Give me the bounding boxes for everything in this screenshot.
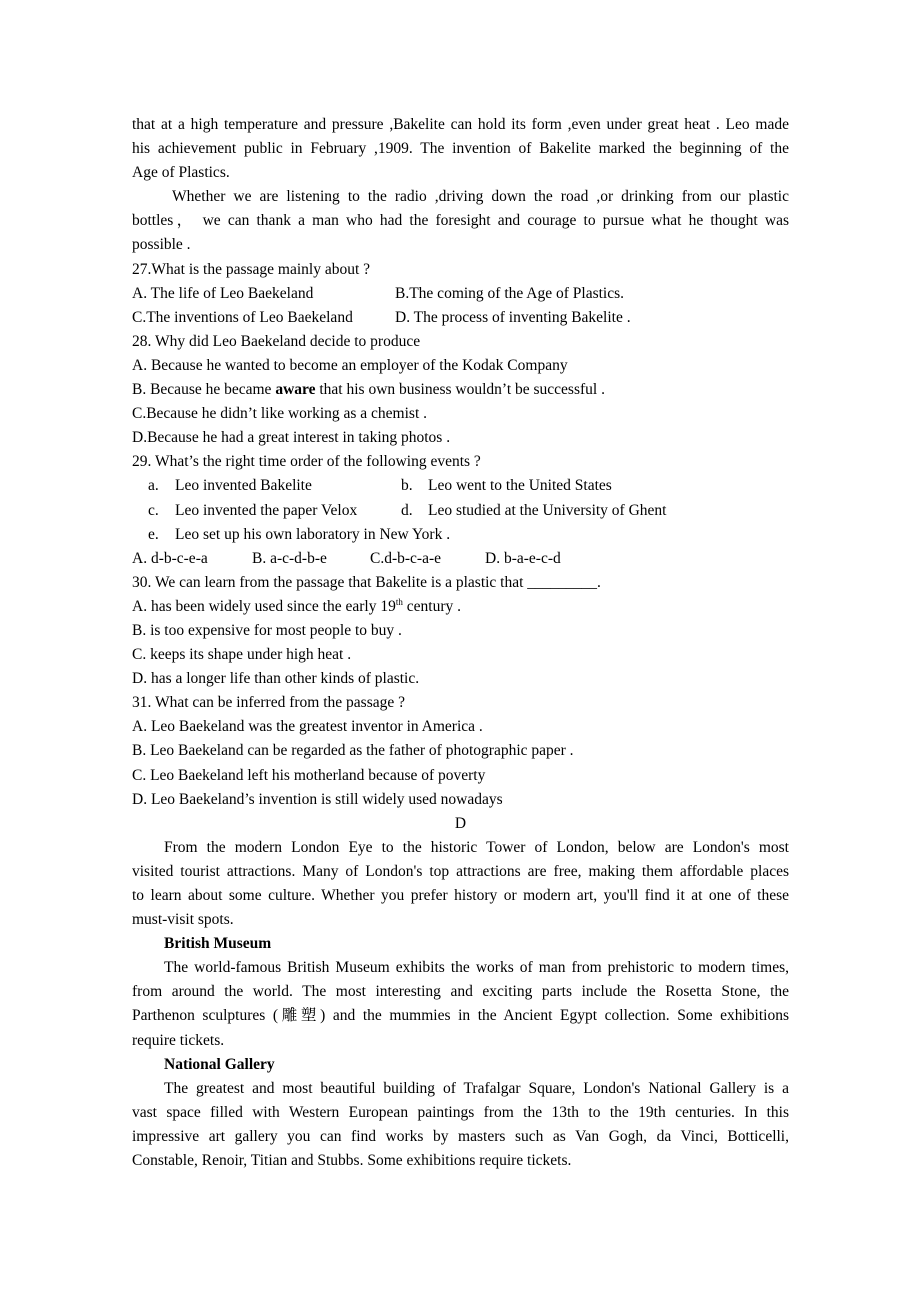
question-29-stem: 29. What’s the right time order of the following events ? bbox=[132, 453, 481, 471]
question-28-stem: 28. Why did Leo Baekeland decide to produce bbox=[132, 332, 421, 350]
question-27-options-row bbox=[132, 282, 789, 306]
question-31-stem: 31. What can be inferred from the passage ? bbox=[132, 694, 405, 712]
question-29-options-row bbox=[132, 547, 789, 571]
q30-option-a-prefix: A. has been widely used since the early 19 bbox=[132, 597, 396, 615]
passage-text-line: Whether we are listening to the radio ,driving down the road ,or drinking from our plastic bbox=[172, 188, 789, 206]
passage-text-line: bottles， we can thank a man who had the foresight and courage to pursue what he thought was bbox=[132, 212, 789, 230]
british-museum-title bbox=[132, 932, 789, 956]
national-gallery-title bbox=[132, 1053, 789, 1077]
event-text: Leo set up his own laboratory in New York . bbox=[175, 525, 451, 543]
event-text: Leo invented Bakelite bbox=[175, 477, 312, 495]
gallery-text-line: impressive art gallery you can find works by masters such as Van Gogh, da Vinci, Botticelli, bbox=[132, 1127, 789, 1145]
passage-text-line: his achievement public in February ,1909. The invention of Bakelite marked the beginning of the bbox=[132, 140, 789, 158]
q29-option-b: B. a-c-d-b-e bbox=[252, 549, 327, 567]
section-d-text-line: From the modern London Eye to the historic Tower of London, below are London's most bbox=[164, 838, 789, 856]
q28-option-d: D.Because he had a great interest in taking photos . bbox=[132, 429, 451, 447]
national-gallery-title-text: National Gallery bbox=[164, 1055, 275, 1073]
event-text: Leo studied at the University of Ghent bbox=[428, 501, 667, 519]
museum-text-line: from around the world. The most interesting and exciting parts include the Rosetta Stone, the bbox=[132, 983, 789, 1001]
q28-option-c: C.Because he didn’t like working as a chemist . bbox=[132, 405, 428, 423]
q31-option-b: B. Leo Baekeland can be regarded as the father of photographic paper . bbox=[132, 742, 574, 760]
q31-option-d: D. Leo Baekeland’s invention is still widely used nowadays bbox=[132, 790, 503, 808]
document-body bbox=[132, 113, 789, 1173]
section-d-text-line: to learn about some culture. Whether you prefer history or modern art, you'll find it at one of these bbox=[132, 887, 789, 904]
q30-option-c: C. keeps its shape under high heat . bbox=[132, 646, 352, 664]
q31-option-a: A. Leo Baekeland was the greatest inventor in America . bbox=[132, 718, 483, 736]
q30-option-a-suffix: century . bbox=[406, 597, 461, 615]
british-museum-title-text: British Museum bbox=[164, 935, 272, 953]
section-d-text-line: visited tourist attractions. Many of London's top attractions are free, making them affordable places bbox=[132, 862, 789, 880]
event-letter: b. bbox=[401, 477, 413, 495]
passage-text-line: that at a high temperature and pressure ,Bakelite can hold its form ,even under great heat . Leo made bbox=[132, 116, 789, 133]
q28-option-a: A. Because he wanted to become an employer of the Kodak Company bbox=[132, 356, 568, 374]
question-30-stem: 30. We can learn from the passage that Bakelite is a plastic that _________. bbox=[132, 573, 601, 591]
q28-option-b-suffix: that his own business wouldn’t be successful . bbox=[319, 381, 605, 399]
q27-option-b: B.The coming of the Age of Plastics. bbox=[395, 284, 625, 302]
q28-bold-word: aware bbox=[275, 381, 316, 399]
gallery-text-line: vast space filled with Western European paintings from the 13th to the 19th centuries. In this bbox=[132, 1103, 789, 1121]
q29-events-row bbox=[132, 474, 789, 498]
section-d-text-line: must-visit spots. bbox=[132, 911, 234, 929]
q29-events-row bbox=[132, 499, 789, 523]
q31-option-c: C. Leo Baekeland left his motherland because of poverty bbox=[132, 766, 486, 784]
q29-option-d: D. b-a-e-c-d bbox=[485, 549, 561, 567]
event-letter: d. bbox=[401, 501, 413, 519]
museum-text-line: require tickets. bbox=[132, 1031, 225, 1049]
event-letter: e. bbox=[148, 525, 159, 543]
museum-text-line: Parthenon sculptures (雕塑) and the mummies in the Ancient Egypt collection. Some exhibitions bbox=[132, 1007, 789, 1025]
passage-text-line: Age of Plastics. bbox=[132, 164, 230, 182]
passage-text-line: possible . bbox=[132, 236, 191, 254]
question-27-options-row bbox=[132, 306, 789, 330]
gallery-text-line: The greatest and most beautiful building of Trafalgar Square, London's National Gallery is a bbox=[164, 1079, 789, 1097]
q29-option-a: A. d-b-c-e-a bbox=[132, 549, 208, 567]
event-text: Leo invented the paper Velox bbox=[175, 501, 358, 519]
q29-option-c: C.d-b-c-a-e bbox=[370, 549, 441, 567]
q30-option-b: B. is too expensive for most people to buy . bbox=[132, 621, 402, 639]
museum-text-line: The world-famous British Museum exhibits the works of man from prehistoric to modern times, bbox=[164, 959, 789, 977]
gallery-text-line: Constable, Renoir, Titian and Stubbs. Some exhibitions require tickets. bbox=[132, 1152, 572, 1170]
q28-option-b-prefix: B. Because he became bbox=[132, 381, 272, 399]
event-text: Leo went to the United States bbox=[428, 477, 612, 495]
q30-option-a bbox=[132, 595, 789, 619]
q29-events-row bbox=[132, 523, 789, 547]
q27-option-c: C.The inventions of Leo Baekeland bbox=[132, 308, 353, 326]
event-letter: c. bbox=[148, 501, 159, 519]
question-27-stem: 27.What is the passage mainly about ? bbox=[132, 260, 371, 278]
q28-option-b bbox=[132, 378, 789, 402]
q30-option-d: D. has a longer life than other kinds of plastic. bbox=[132, 670, 420, 688]
q27-option-d: D. The process of inventing Bakelite . bbox=[395, 308, 631, 326]
q27-option-a: A. The life of Leo Baekeland bbox=[132, 284, 314, 302]
section-d-heading: D bbox=[454, 814, 467, 832]
event-letter: a. bbox=[148, 477, 159, 495]
superscript-th: th bbox=[395, 596, 403, 607]
